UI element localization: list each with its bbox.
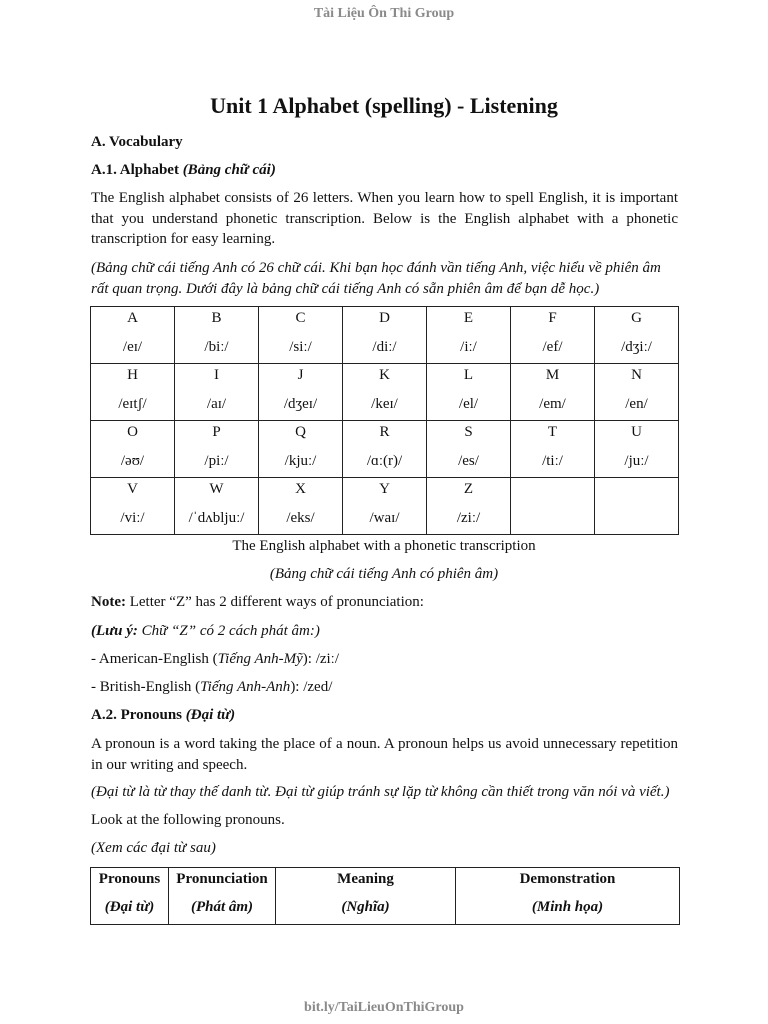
letter: J: [297, 367, 304, 383]
alphabet-cell: [259, 478, 343, 535]
note-line: [91, 592, 424, 613]
alphabet-cell: [427, 478, 511, 535]
letter: I: [214, 367, 219, 383]
phonetic-transcription: /dʒeɪ/: [283, 396, 318, 412]
alphabet-cell: [595, 421, 679, 478]
look-text: Look at the following pronouns.: [91, 812, 285, 828]
alphabet-cell: [343, 307, 427, 364]
alphabet-cell: [511, 421, 595, 478]
header-vi: (Đại từ): [104, 899, 155, 915]
alphabet-cell: [91, 364, 175, 421]
intro-paragraph-vi: (Bảng chữ cái tiếng Anh có 26 chữ cái. Khi bạn học đánh vần tiếng Anh, việc hiểu về phiên âm rất quan trọng. Dưới đây là bảng chữ cái tiếng Anh có sẵn phiên âm để bạn dễ học.): [91, 260, 661, 297]
letter: K: [379, 367, 390, 383]
letter: U: [631, 424, 642, 440]
alphabet-cell: [511, 307, 595, 364]
phonetic-transcription: /dʒiː/: [621, 339, 652, 355]
phonetic-transcription: /juː/: [624, 453, 649, 469]
letter: T: [547, 424, 558, 440]
header-vi: (Nghĩa): [341, 899, 390, 915]
alphabet-cell: [175, 478, 259, 535]
letter: P: [212, 424, 221, 440]
american-post: ): /ziː/: [302, 651, 340, 667]
british-pronunciation: [91, 677, 332, 698]
section-a2-heading: [91, 705, 235, 726]
american-pre: - American-English (: [91, 651, 218, 667]
letter: Z: [463, 481, 474, 497]
alphabet-cell: [511, 478, 595, 535]
phonetic-transcription: /eɪtʃ/: [118, 396, 147, 412]
alphabet-cell: [175, 421, 259, 478]
intro-paragraph-en: The English alphabet consists of 26 letters. When you learn how to spell English, it is important that you understand phonetic transcription. Below is the English alphabet with a phonetic transcription for easy learning.: [91, 190, 678, 247]
section-a-heading: A. Vocabulary: [91, 134, 183, 150]
letter: L: [463, 367, 474, 383]
header-vi: (Phát âm): [190, 899, 254, 915]
letter: W: [209, 481, 224, 497]
pronunciation-header-cell: [169, 868, 276, 925]
phonetic-transcription: /əʊ/: [120, 453, 145, 469]
british-vi: Tiếng Anh-Anh: [200, 679, 291, 695]
pronoun-paragraph-vi: (Đại từ là từ thay thế danh từ. Đại từ giúp tránh sự lặp từ không cần thiết trong văn nói và viết.): [91, 784, 670, 800]
note-text: Letter “Z” has 2 different ways of pronunciation:: [125, 594, 424, 610]
alphabet-cell: [259, 307, 343, 364]
alphabet-cell: [175, 307, 259, 364]
note-vi-label: (Lưu ý:: [91, 623, 138, 639]
phonetic-transcription: /keɪ/: [371, 396, 398, 412]
header-vi: (Minh họa): [531, 899, 604, 915]
letter: A: [127, 310, 138, 326]
alphabet-cell: [343, 421, 427, 478]
page-header: Tài Liệu Ôn Thi Group: [313, 6, 455, 21]
letter: X: [295, 481, 306, 497]
letter: E: [463, 310, 474, 326]
alphabet-cell: [595, 478, 679, 535]
british-post: ): /zed/: [290, 679, 333, 695]
phonetic-transcription: /diː/: [372, 339, 397, 355]
letter: C: [295, 310, 306, 326]
section-a2-vi: (Đại từ): [185, 707, 236, 723]
alphabet-row: [91, 364, 679, 421]
alphabet-row: [91, 421, 679, 478]
phonetic-transcription: /aɪ/: [206, 396, 227, 412]
phonetic-transcription: /ɑː(r)/: [366, 453, 403, 469]
alphabet-cell: [595, 307, 679, 364]
letter: S: [464, 424, 473, 440]
alphabet-cell: [427, 421, 511, 478]
header-en: Pronunciation: [176, 871, 268, 887]
letter: R: [379, 424, 390, 440]
alphabet-table: [90, 306, 679, 535]
letter: G: [631, 310, 642, 326]
american-pronunciation: [91, 649, 339, 670]
phonetic-transcription: /em/: [539, 396, 566, 412]
phonetic-transcription: /ˈdʌbljuː/: [188, 510, 245, 526]
alphabet-cell: [511, 364, 595, 421]
american-vi: Tiếng Anh-Mỹ: [217, 651, 303, 667]
header-en: Meaning: [337, 871, 394, 887]
section-a1-heading: [91, 160, 276, 181]
alphabet-cell: [343, 478, 427, 535]
section-a2-label: A.2. Pronouns: [91, 707, 182, 723]
section-a1-label: A.1. Alphabet: [91, 162, 179, 178]
phonetic-transcription: /el/: [458, 396, 479, 412]
page-footer: bit.ly/TaiLieuOnThiGroup: [304, 1000, 464, 1015]
alphabet-cell: [427, 364, 511, 421]
phonetic-transcription: /en/: [625, 396, 648, 412]
phonetic-transcription: /ziː/: [456, 510, 481, 526]
note-label: Note:: [91, 594, 126, 610]
phonetic-transcription: /iː/: [460, 339, 477, 355]
alphabet-caption-en: The English alphabet with a phonetic transcription: [232, 538, 536, 554]
letter: Y: [379, 481, 390, 497]
phonetic-transcription: /ef/: [542, 339, 563, 355]
look-text-vi: (Xem các đại từ sau): [91, 840, 216, 856]
letter: M: [545, 367, 560, 383]
alphabet-cell: [91, 307, 175, 364]
phonetic-transcription: /kjuː/: [284, 453, 317, 469]
phonetic-transcription: /biː/: [204, 339, 229, 355]
alphabet-cell: [175, 364, 259, 421]
phonetic-transcription: /viː/: [120, 510, 145, 526]
note-vi-text: Chữ “Z” có 2 cách phát âm:): [137, 623, 320, 639]
alphabet-cell: [427, 307, 511, 364]
letter: V: [127, 481, 138, 497]
meaning-header-cell: [276, 868, 456, 925]
letter: Q: [295, 424, 306, 440]
phonetic-transcription: /eɪ/: [122, 339, 143, 355]
alphabet-cell: [595, 364, 679, 421]
alphabet-cell: [259, 364, 343, 421]
pronoun-table: [90, 867, 680, 925]
letter: D: [379, 310, 390, 326]
phonetic-transcription: /es/: [458, 453, 479, 469]
letter: H: [127, 367, 138, 383]
demonstration-header-cell: [456, 868, 680, 925]
pronoun-header-cell: [91, 868, 169, 925]
alphabet-cell: [259, 421, 343, 478]
phonetic-transcription: /siː/: [289, 339, 312, 355]
alphabet-cell: [343, 364, 427, 421]
page-title: Unit 1 Alphabet (spelling) - Listening: [210, 93, 558, 118]
alphabet-cell: [91, 421, 175, 478]
letter: O: [127, 424, 138, 440]
british-pre: - British-English (: [91, 679, 201, 695]
letter: N: [631, 367, 642, 383]
alphabet-caption-vi: (Bảng chữ cái tiếng Anh có phiên âm): [269, 566, 499, 582]
header-en: Demonstration: [519, 871, 616, 887]
phonetic-transcription: /tiː/: [542, 453, 563, 469]
header-en: Pronouns: [98, 871, 161, 887]
alphabet-row: [91, 307, 679, 364]
note-line-vi: [91, 621, 320, 642]
alphabet-cell: [91, 478, 175, 535]
pronoun-paragraph-en: A pronoun is a word taking the place of a noun. A pronoun helps us avoid unnecessary repetition in our writing and speech.: [91, 736, 678, 773]
section-a1-vi: (Bảng chữ cái): [182, 162, 276, 178]
alphabet-row: [91, 478, 679, 535]
phonetic-transcription: /eks/: [286, 510, 315, 526]
phonetic-transcription: /waɪ/: [369, 510, 400, 526]
letter: B: [211, 310, 222, 326]
letter: F: [548, 310, 557, 326]
phonetic-transcription: /piː/: [204, 453, 229, 469]
pronoun-table-header-row: [91, 868, 680, 925]
